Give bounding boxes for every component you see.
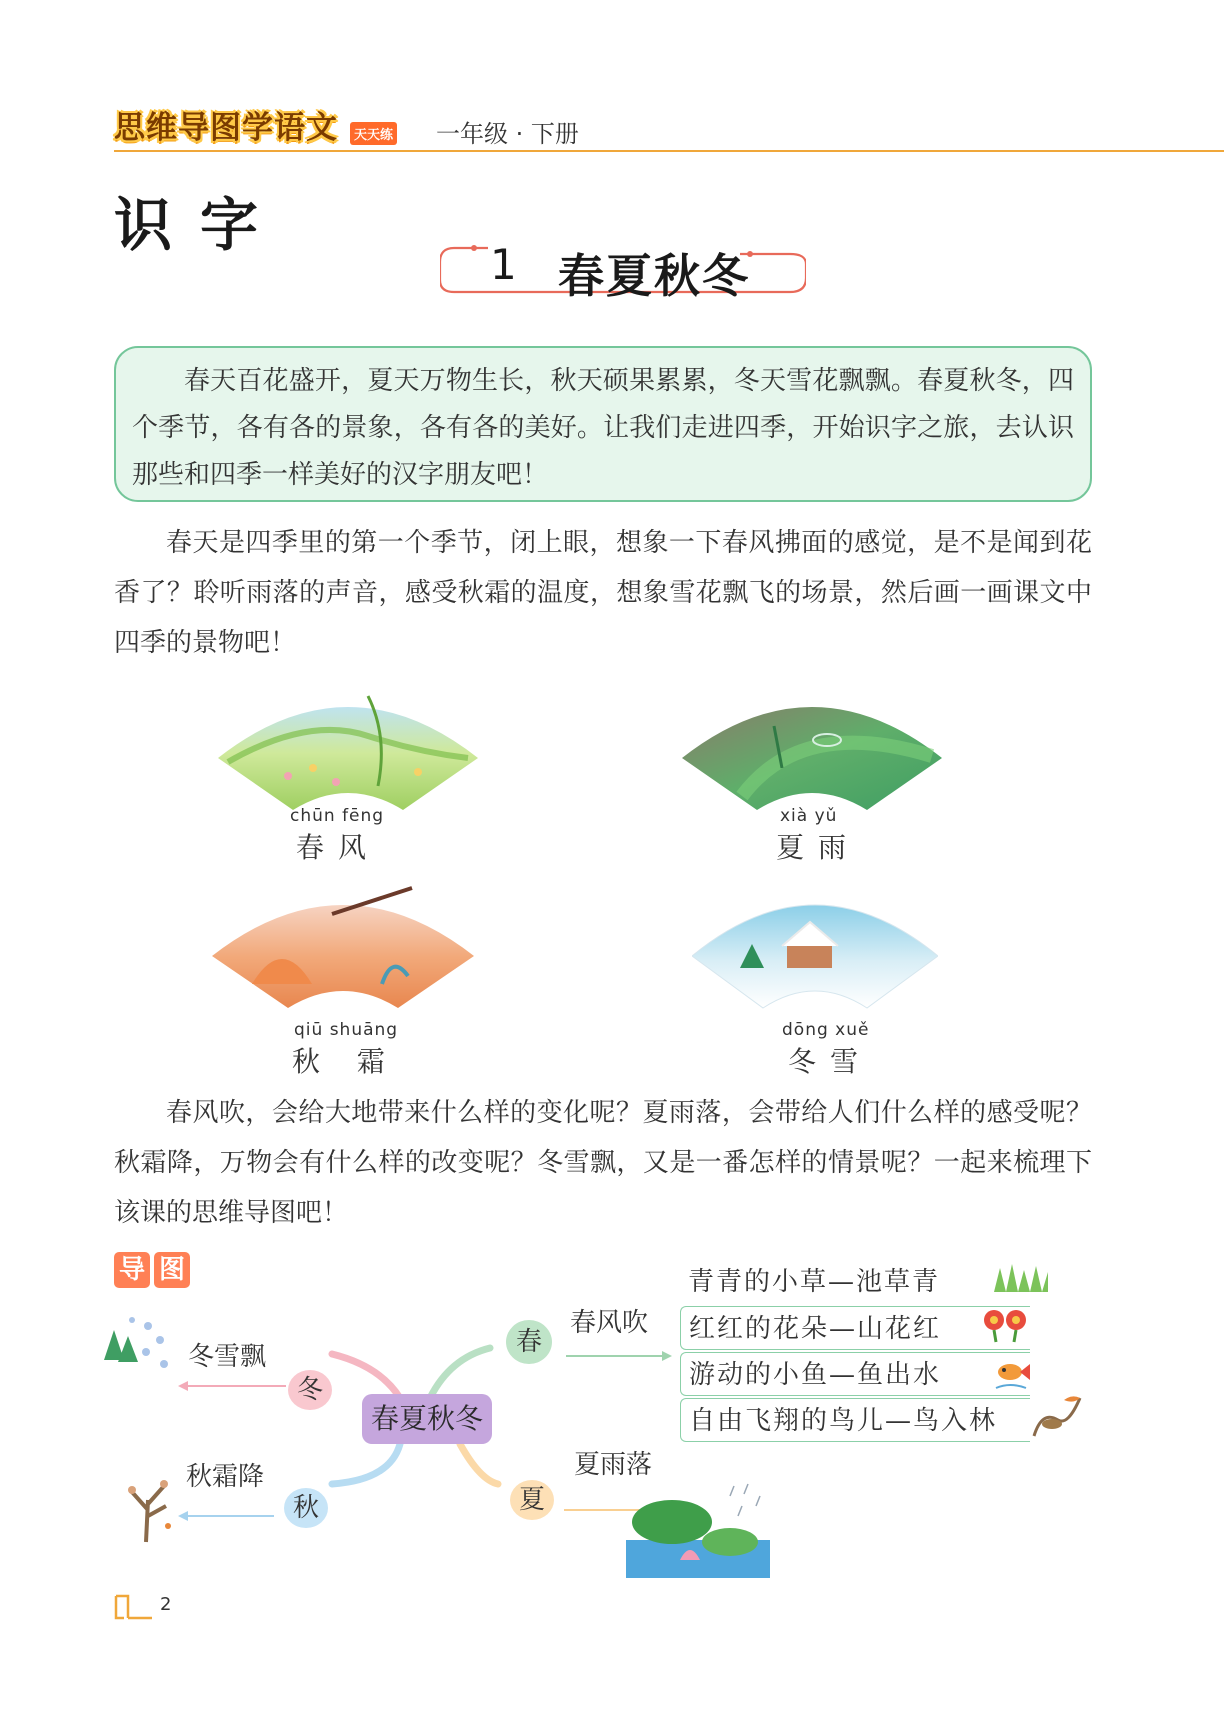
fish-icon [992, 1352, 1032, 1394]
flower-icon [980, 1304, 1030, 1344]
spring-label: 春风吹 [570, 1308, 649, 1338]
fan-pinyin-autumn: qiū shuāng [294, 1020, 399, 1040]
brand-title: 思维导图学语文 [114, 110, 338, 146]
mind-map [100, 1248, 1110, 1578]
header-divider [114, 150, 1224, 152]
fan-hanzi-spring: 春风 [296, 831, 381, 864]
fan-pinyin-winter: dōng xuě [782, 1020, 870, 1040]
grade-label: 一年级 · 下册 [436, 120, 579, 148]
autumn-label: 秋霜降 [186, 1462, 265, 1492]
mind-map-center: 春夏秋冬 [362, 1394, 492, 1444]
autumn-node: 秋 [284, 1488, 328, 1528]
intro-box: 春天百花盛开，夏天万物生长，秋天硕果累累，冬天雪花飘飘。春夏秋冬，四个季节，各有各的景象，各有各的美好。让我们走进四季，开始识字之旅，去认识那些和四季一样美好的汉字朋友吧！ [114, 346, 1092, 502]
lotus-rain-icon [624, 1480, 772, 1578]
page-header [114, 100, 1224, 152]
lesson-name: 春夏秋冬 [558, 249, 750, 303]
spring-item-1: 青青的小草—池草青 [688, 1267, 941, 1297]
snow-trees-icon [100, 1312, 174, 1376]
spring-node: 春 [506, 1320, 552, 1364]
spring-fan-illustration [218, 676, 478, 816]
bare-tree-icon [118, 1470, 176, 1544]
fan-hanzi-autumn: 秋 霜 [292, 1045, 399, 1078]
section-title: 识字 [114, 191, 287, 259]
paragraph-2: 春风吹，会给大地带来什么样的变化呢？夏雨落，会带给人们什么样的感受呢？秋霜降，万物会有什么样的改变呢？冬雪飘，又是一番怎样的情景呢？一起来梳理下该课的思维导图吧！ [114, 1098, 1092, 1228]
spring-item-2: 红红的花朵—山花红 [680, 1306, 1030, 1350]
summer-node: 夏 [510, 1480, 554, 1520]
footer-corner-icon [114, 1594, 154, 1622]
page-number: 2 [160, 1594, 172, 1615]
autumn-fan-illustration [212, 874, 474, 1014]
lesson-number: 1 [490, 240, 517, 289]
fan-pinyin-spring: chūn fēng [290, 806, 385, 826]
fan-hanzi-summer: 夏雨 [776, 831, 861, 864]
winter-node: 冬 [288, 1370, 332, 1410]
spring-item-3: 游动的小鱼—鱼出水 [680, 1352, 1030, 1396]
guide-badge-char-2: 图 [154, 1252, 190, 1288]
summer-fan-illustration [682, 676, 942, 816]
bird-nest-icon [1028, 1390, 1082, 1440]
spring-item-4: 自由飞翔的鸟儿—鸟入林 [680, 1398, 1030, 1442]
fan-hanzi-winter: 冬雪 [788, 1045, 873, 1078]
fan-pinyin-summer: xià yǔ [780, 806, 838, 826]
winter-label: 冬雪飘 [188, 1342, 267, 1372]
summer-label: 夏雨落 [574, 1450, 653, 1480]
winter-fan-illustration [692, 874, 938, 1014]
brand-badge: 天天练 [350, 122, 397, 145]
paragraph-1: 春天是四季里的第一个季节，闭上眼，想象一下春风拂面的感觉，是不是闻到花香了？聆听雨落的声音，感受秋霜的温度，想象雪花飘飞的场景，然后画一画课文中四季的景物吧！ [114, 528, 1092, 658]
lesson-title-banner [440, 240, 806, 316]
grass-icon [990, 1260, 1052, 1294]
guide-badge-char-1: 导 [114, 1252, 150, 1288]
